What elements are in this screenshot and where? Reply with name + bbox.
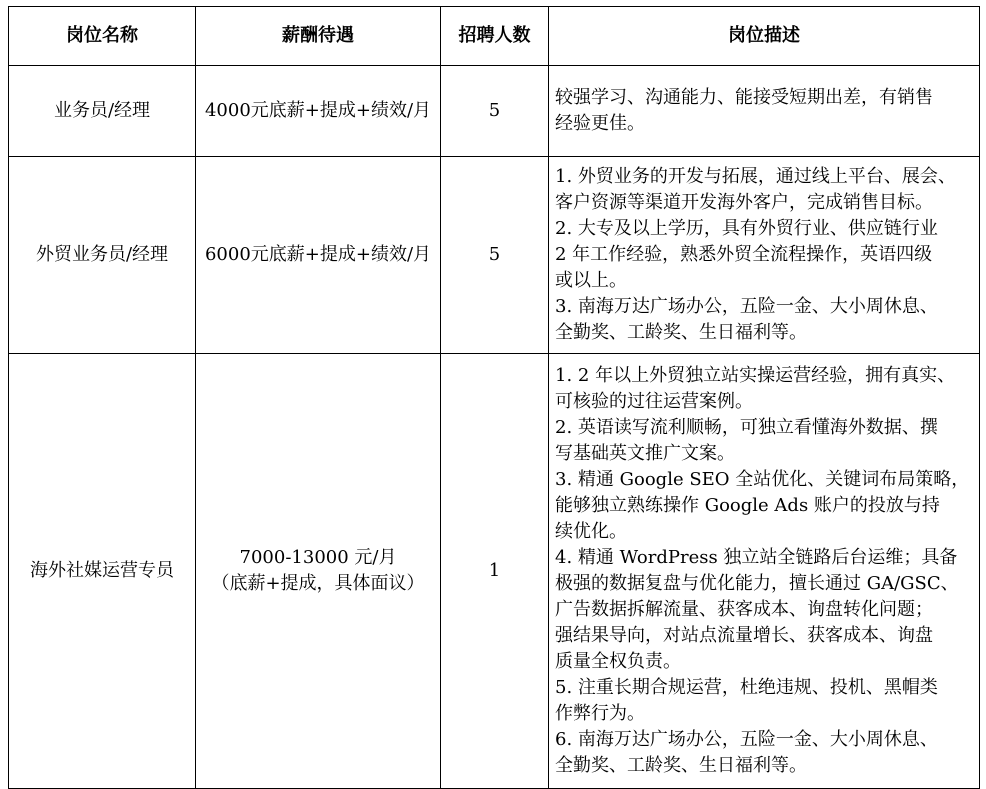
description-line: 全勤奖、工龄奖、生日福利等。: [555, 755, 807, 776]
salary-cell: [196, 157, 441, 354]
description-line: 6. 南海万达广场办公，五险一金、大小周休息、: [555, 729, 938, 750]
description-line: 2 年工作经验，熟悉外贸全流程操作，英语四级: [555, 244, 933, 265]
count-cell: 5: [441, 157, 549, 354]
description-line: 写基础英文推广文案。: [555, 443, 735, 464]
description-line: 2. 大专及以上学历，具有外贸行业、供应链行业: [555, 218, 938, 239]
description-line: 3. 南海万达广场办公，五险一金、大小周休息、: [555, 296, 938, 317]
salary-cell: [196, 66, 441, 157]
description-line: 能够独立熟练操作 Google Ads 账户的投放与持: [555, 495, 940, 516]
salary-line: 7000-13000 元/月: [239, 547, 397, 568]
description-line: 较强学习、沟通能力、能接受短期出差，有销售: [555, 87, 933, 108]
description-line: 2. 英语读写流利顺畅，可独立看懂海外数据、撰: [555, 417, 938, 438]
description-line: 广告数据拆解流量、获客成本、询盘转化问题；: [555, 599, 933, 620]
table-row: [9, 66, 980, 157]
position-cell: 业务员/经理: [9, 66, 196, 157]
description-line: 作弊行为。: [555, 703, 645, 724]
description-line: 1. 2 年以上外贸独立站实操运营经验，拥有真实、: [555, 365, 956, 386]
salary-line: （底薪+提成，具体面议）: [211, 573, 425, 594]
description-line: 全勤奖、工龄奖、生日福利等。: [555, 322, 807, 343]
recruitment-table: [8, 6, 980, 789]
position-cell: 外贸业务员/经理: [9, 157, 196, 354]
count-cell: 1: [441, 354, 549, 789]
description-line: 质量全权负责。: [555, 651, 681, 672]
description-line: 1. 外贸业务的开发与拓展，通过线上平台、展会、: [555, 166, 956, 187]
description-line: 或以上。: [555, 270, 627, 291]
salary-line: 6000元底薪+提成+绩效/月: [204, 244, 432, 265]
header-salary: 薪酬待遇: [196, 7, 441, 66]
description-cell: [549, 66, 980, 157]
salary-line: 4000元底薪+提成+绩效/月: [204, 100, 432, 121]
position-cell: 海外社媒运营专员: [9, 354, 196, 789]
table-row: [9, 157, 980, 354]
table-header-row: [9, 7, 980, 66]
description-line: 5. 注重长期合规运营，杜绝违规、投机、黑帽类: [555, 677, 938, 698]
description-line: 续优化。: [555, 521, 627, 542]
header-description: 岗位描述: [549, 7, 980, 66]
description-line: 4. 精通 WordPress 独立站全链路后台运维；具备: [555, 547, 958, 568]
description-line: 客户资源等渠道开发海外客户，完成销售目标。: [555, 192, 933, 213]
count-cell: 5: [441, 66, 549, 157]
description-line: 强结果导向，对站点流量增长、获客成本、询盘: [555, 625, 933, 646]
description-line: 经验更佳。: [555, 113, 645, 134]
table-row: [9, 354, 980, 789]
header-count: 招聘人数: [441, 7, 549, 66]
salary-cell: [196, 354, 441, 789]
description-cell: [549, 157, 980, 354]
header-position: 岗位名称: [9, 7, 196, 66]
description-cell: [549, 354, 980, 789]
description-line: 极强的数据复盘与优化能力，擅长通过 GA/GSC、: [555, 573, 959, 594]
description-line: 3. 精通 Google SEO 全站优化、关键词布局策略，: [555, 469, 970, 490]
description-line: 可核验的过往运营案例。: [555, 391, 753, 412]
